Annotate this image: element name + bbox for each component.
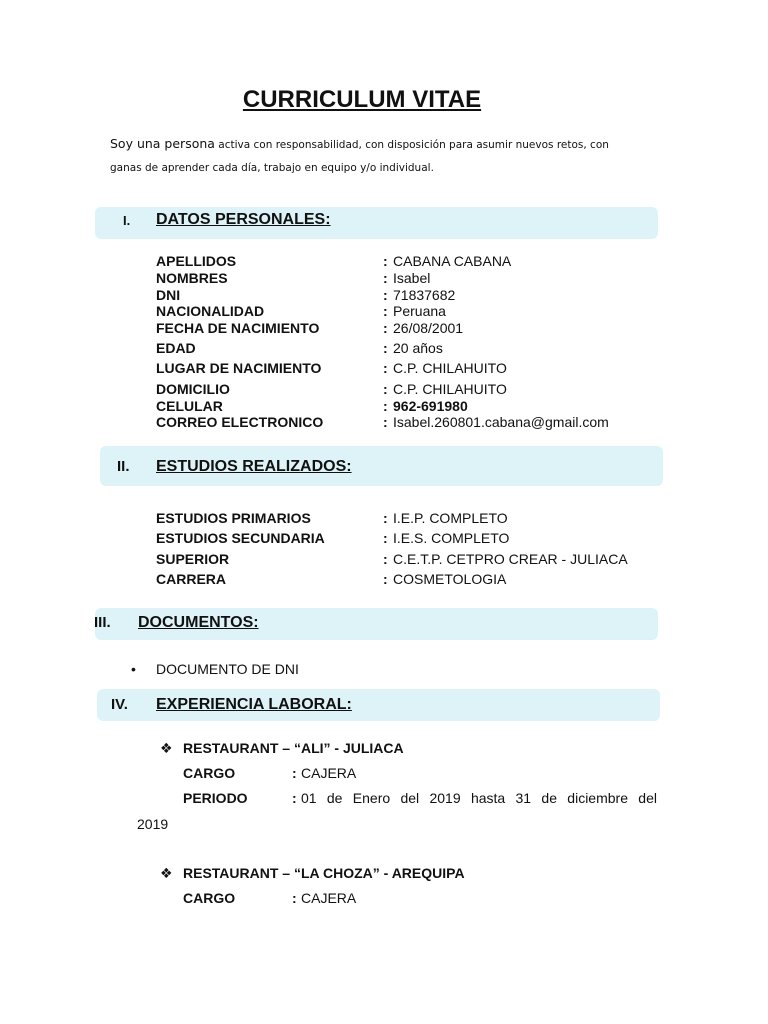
colon: : — [383, 510, 388, 526]
value-cargo: CAJERA — [301, 765, 357, 781]
label-domicilio: DOMICILIO — [156, 381, 230, 397]
colon: : — [292, 890, 297, 906]
colon: : — [383, 398, 388, 414]
value-superior: C.E.T.P. CETPRO CREAR - JULIACA — [393, 551, 628, 567]
section-title-suffix: : — [325, 211, 331, 228]
value-edad: 20 años — [393, 340, 443, 356]
value-celular: 962-691980 — [393, 398, 468, 414]
value-carrera: COSMETOLOGIA — [393, 571, 507, 587]
section-title: EXPERIENCIA LABORAL: — [156, 696, 352, 713]
label-edad: EDAD — [156, 340, 196, 356]
intro-paragraph — [110, 132, 630, 180]
section-title: DATOS PERSONALES — [156, 211, 326, 228]
colon: : — [292, 765, 297, 781]
colon: : — [383, 360, 388, 376]
label-cargo: CARGO — [183, 890, 236, 906]
diamond-bullet-icon: ❖ — [160, 740, 173, 756]
label-celular: CELULAR — [156, 398, 223, 414]
label-apellidos: APELLIDOS — [156, 253, 237, 269]
colon: : — [383, 287, 388, 303]
value-estudios-primarios: I.E.P. COMPLETO — [393, 510, 508, 526]
colon: : — [383, 303, 388, 319]
value-fecha-nacimiento: 26/08/2001 — [393, 320, 464, 336]
intro-line-2: ganas de aprender cada día, trabajo en equipo y/o individual. — [110, 162, 434, 174]
value-estudios-secundaria: I.E.S. COMPLETO — [393, 530, 510, 546]
value-nacionalidad: Peruana — [393, 303, 446, 319]
colon: : — [383, 320, 388, 336]
section-heading-personal — [156, 211, 331, 229]
colon: : — [292, 790, 297, 806]
label-fecha-nacimiento: FECHA DE NACIMIENTO — [156, 320, 320, 336]
section-title: DOCUMENTOS: — [138, 614, 259, 631]
intro-line-1-rest: activa con responsabilidad, con disposición para asumir nuevos retos, con — [214, 139, 609, 151]
diamond-bullet-icon: ❖ — [160, 865, 173, 881]
value-cargo: CAJERA — [301, 890, 357, 906]
value-apellidos: CABANA CABANA — [393, 253, 512, 269]
colon: : — [383, 253, 388, 269]
label-superior: SUPERIOR — [156, 551, 230, 567]
experience-heading: RESTAURANT – “LA CHOZA” - AREQUIPA — [183, 865, 465, 881]
label-estudios-primarios: ESTUDIOS PRIMARIOS — [156, 510, 311, 526]
value-periodo-line-1: 01 de Enero del 2019 hasta 31 de diciembre del — [301, 790, 657, 806]
value-correo[interactable]: Isabel.260801.cabana@gmail.com — [393, 414, 609, 430]
label-nacionalidad: NACIONALIDAD — [156, 303, 265, 319]
experience-heading: RESTAURANT – “ALI” - JULIACA — [183, 740, 404, 756]
colon: : — [383, 551, 388, 567]
page-title: CURRICULUM VITAE — [242, 86, 482, 113]
value-periodo-line-2: 2019 — [137, 816, 169, 832]
section-number: I. — [123, 213, 131, 228]
section-number: IV. — [111, 696, 128, 713]
colon: : — [383, 530, 388, 546]
bullet-icon: • — [131, 661, 136, 677]
label-carrera: CARRERA — [156, 571, 226, 587]
section-number: III. — [94, 614, 111, 631]
intro-line-1 — [110, 132, 630, 157]
value-domicilio: C.P. CHILAHUITO — [393, 381, 507, 397]
value-lugar-nacimiento: C.P. CHILAHUITO — [393, 360, 507, 376]
label-cargo: CARGO — [183, 765, 236, 781]
document-item: DOCUMENTO DE DNI — [156, 661, 299, 677]
value-dni: 71837682 — [393, 287, 456, 303]
label-lugar-nacimiento: LUGAR DE NACIMIENTO — [156, 360, 322, 376]
colon: : — [383, 414, 388, 430]
section-number: II. — [117, 458, 130, 475]
label-dni: DNI — [156, 287, 181, 303]
section-title: ESTUDIOS REALIZADOS: — [156, 458, 352, 475]
label-estudios-secundaria: ESTUDIOS SECUNDARIA — [156, 530, 325, 546]
label-correo: CORREO ELECTRONICO — [156, 414, 324, 430]
label-nombres: NOMBRES — [156, 270, 228, 286]
colon: : — [383, 270, 388, 286]
label-periodo: PERIODO — [183, 790, 248, 806]
colon: : — [383, 571, 388, 587]
value-nombres: Isabel — [393, 270, 431, 286]
intro-first-words: Soy una persona — [110, 136, 215, 151]
colon: : — [383, 381, 388, 397]
colon: : — [383, 340, 388, 356]
